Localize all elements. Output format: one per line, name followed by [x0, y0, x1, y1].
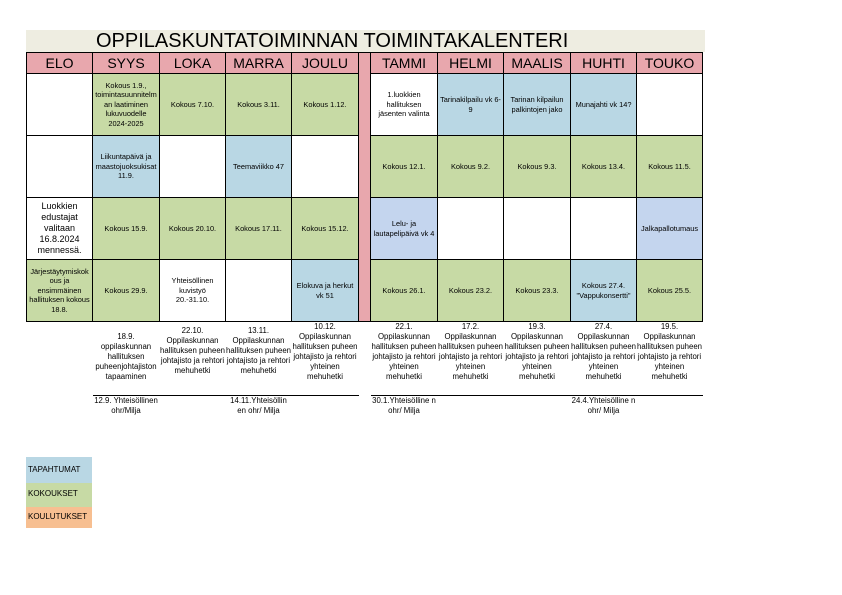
cell-huhti-2: Kokous 13.4.	[571, 136, 637, 198]
cell-helmi-3	[438, 198, 504, 260]
page-title-bar	[26, 30, 705, 52]
month-header-loka: LOKA	[160, 53, 226, 74]
month-header-elo: ELO	[27, 53, 93, 74]
legend-trainings-label: KOULUTUKSET	[28, 512, 88, 521]
cell-touko-3: Jalkapallotumaus	[637, 198, 703, 260]
month-header-marra: MARRA	[226, 53, 292, 74]
governance-elo	[27, 322, 93, 396]
page-title: OPPILASKUNTATOIMINNAN TOIMINTAKALENTERI	[96, 30, 569, 52]
cell-elo-3: Luokkien edustajat valitaan 16.8.2024 mennessä.	[27, 198, 93, 260]
cell-syys-3: Kokous 15.9.	[93, 198, 160, 260]
cell-elo-2	[27, 136, 93, 198]
cell-elo-1	[27, 74, 93, 136]
cell-helmi-1: Tarinakilpailu vk 6-9	[438, 74, 504, 136]
cell-touko-4: Kokous 25.5.	[637, 260, 703, 322]
month-header-joulu: JOULU	[292, 53, 359, 74]
month-header-tammi: TAMMI	[371, 53, 438, 74]
governance-huhti: 27.4. Oppilaskunnan hallituksen puheen johtajisto ja rehtori yhteinen mehuhetki	[571, 322, 637, 396]
note-maalis	[504, 396, 571, 430]
semester-divider	[359, 53, 371, 322]
governance-marra: 13.11. Oppilaskunnan hallituksen puheen johtajisto ja rehtori mehuhetki	[226, 322, 292, 396]
cell-helmi-4: Kokous 23.2.	[438, 260, 504, 322]
cell-marra-4	[226, 260, 292, 322]
cell-tammi-4: Kokous 26.1.	[371, 260, 438, 322]
governance-meetings-row	[27, 322, 703, 396]
cell-joulu-3: Kokous 15.12.	[292, 198, 359, 260]
cell-tammi-2: Kokous 12.1.	[371, 136, 438, 198]
cell-huhti-1: Munajahti vk 14?	[571, 74, 637, 136]
cell-loka-2	[160, 136, 226, 198]
governance-touko: 19.5. Oppilaskunnan hallituksen puheen johtajisto ja rehtori yhteinen mehuhetki	[637, 322, 703, 396]
month-header-helmi: HELMI	[438, 53, 504, 74]
governance-loka: 22.10. Oppilaskunnan hallituksen puheen johtajisto ja rehtori mehuhetki	[160, 322, 226, 396]
community-notes-row	[27, 396, 703, 430]
governance-syys: 18.9. oppilaskunnan hallituksen puheenjohtajiston tapaaminen	[93, 322, 160, 396]
month-header-syys: SYYS	[93, 53, 160, 74]
note-huhti: 24.4.Yhteisölline n ohr/ Milja	[571, 396, 636, 415]
note-elo	[27, 396, 93, 430]
cell-syys-1: Kokous 1.9., toimintasuunnitelm an laatiminen lukuvuodelle 2024-2025	[93, 74, 160, 136]
cell-loka-3: Kokous 20.10.	[160, 198, 226, 260]
note-tammi: 30.1.Yhteisölline n ohr/ Milja	[372, 396, 436, 415]
governance-divider-gap	[359, 322, 371, 396]
note-marra: 14.11.Yhteisöllin en ohr/ Milja	[230, 396, 287, 415]
month-header-maalis: MAALIS	[504, 53, 571, 74]
cell-joulu-4: Elokuva ja herkut vk 51	[292, 260, 359, 322]
cell-helmi-2: Kokous 9.2.	[438, 136, 504, 198]
cell-marra-1: Kokous 3.11.	[226, 74, 292, 136]
cell-maalis-4: Kokous 23.3.	[504, 260, 571, 322]
cell-marra-3: Kokous 17.11.	[226, 198, 292, 260]
cell-syys-4: Kokous 29.9.	[93, 260, 160, 322]
legend-trainings	[26, 507, 92, 528]
cell-touko-1	[637, 74, 703, 136]
month-header-huhti: HUHTI	[571, 53, 637, 74]
note-helmi	[438, 396, 504, 430]
legend-events	[26, 457, 92, 483]
legend-events-label: TAPAHTUMAT	[28, 465, 81, 474]
governance-tammi: 22.1. Oppilaskunnan hallituksen puheen johtajisto ja rehtori yhteinen mehuhetki	[371, 322, 438, 396]
cell-elo-4: Järjestäytymiskok ous ja ensimmäinen hallituksen kokous 18.8.	[27, 260, 93, 322]
cell-loka-1: Kokous 7.10.	[160, 74, 226, 136]
legend-meetings	[26, 483, 92, 507]
governance-joulu: 10.12. Oppilaskunnan hallituksen puheen johtajisto ja rehtori yhteinen mehuhetki	[292, 322, 359, 396]
note-joulu	[292, 396, 359, 430]
governance-maalis: 19.3. Oppilaskunnan hallituksen puheen johtajisto ja rehtori yhteinen mehuhetki	[504, 322, 571, 396]
note-loka	[160, 396, 226, 430]
cell-joulu-1: Kokous 1.12.	[292, 74, 359, 136]
cell-maalis-1: Tarinan kilpailun palkintojen jako	[504, 74, 571, 136]
cell-loka-4: Yhteisöllinen kuvistyö 20.-31.10.	[160, 260, 226, 322]
legend-meetings-label: KOKOUKSET	[28, 489, 78, 498]
cell-marra-2: Teemaviikko 47	[226, 136, 292, 198]
cell-huhti-3	[571, 198, 637, 260]
note-touko	[637, 396, 703, 430]
note-divider-gap	[359, 396, 371, 430]
governance-helmi: 17.2. Oppilaskunnan hallituksen puheen johtajisto ja rehtori yhteinen mehuhetki	[438, 322, 504, 396]
cell-maalis-3	[504, 198, 571, 260]
activity-calendar-table	[26, 52, 703, 430]
cell-joulu-2	[292, 136, 359, 198]
cell-syys-2: Liikuntapäivä ja maastojuoksukisat 11.9.	[93, 136, 160, 198]
cell-huhti-4: Kokous 27.4. "Vappukonsertti"	[571, 260, 637, 322]
cell-maalis-2: Kokous 9.3.	[504, 136, 571, 198]
cell-touko-2: Kokous 11.5.	[637, 136, 703, 198]
cell-tammi-1: 1.luokkien hallituksen jäsenten valinta	[371, 74, 438, 136]
month-header-row	[27, 53, 703, 74]
cell-tammi-3: Lelu- ja lautapelipäivä vk 4	[371, 198, 438, 260]
month-header-touko: TOUKO	[637, 53, 703, 74]
note-syys: 12.9. Yhteisöllinen ohr/Milja	[94, 396, 158, 415]
